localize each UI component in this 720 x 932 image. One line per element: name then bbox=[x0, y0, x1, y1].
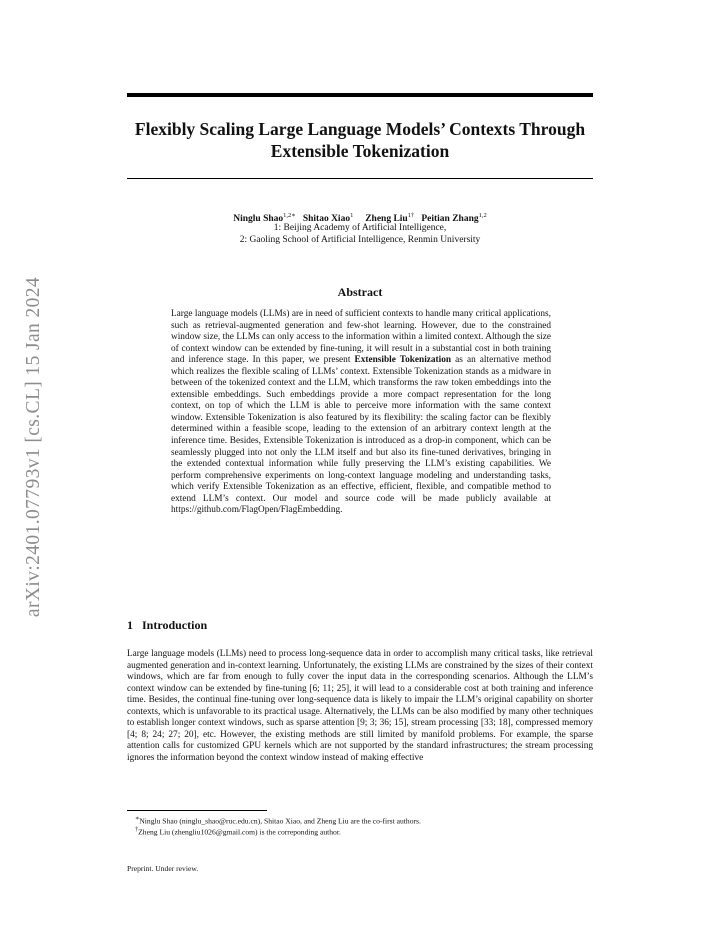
author-sup: 1,2∗ bbox=[283, 212, 296, 219]
introduction-body: Large language models (LLMs) need to process long-sequence data in order to accomplish many critical tasks, like retrieval augmented generation and in-context learning. Unfortunately, the existing LLMs are constrained by the sizes of their context windows, which are far from enough to fully cover the input data in the corresponding scenarios. Although the LLM’s context window can be extended by fine-tuning [6; 11; 25], it will lead to a considerable cost at both training and inference time. Besides, the continual fine-tuning over long-sequence data is likely to impair the LLM’s original capability on shorter contexts, which is unfavorable to its practical usage. Alternatively, the LLMs can be also modified by many other techniques to establish longer context windows, such as sparse attention [9; 3; 36; 15], stream processing [33; 18], compressed memory [4; 8; 24; 27; 20], etc. However, the existing methods are still limited by manifold problems. For example, the sparse attention calls for customized GPU kernels which are not supported by the standard infrastructures; the stream processing ignores the information beyond the context window instead of making effective bbox=[127, 649, 593, 763]
author-sup: 1† bbox=[407, 212, 415, 219]
footnote-mark: ∗ bbox=[135, 815, 140, 822]
paper-title: Flexibly Scaling Large Language Models’ Contexts Through Extensible Tokenization bbox=[134, 119, 586, 161]
affiliation-2: 2: Gaoling School of Artificial Intelligence, Renmin University bbox=[239, 235, 481, 245]
abstract-method-name: Extensible Tokenization bbox=[354, 355, 452, 366]
footnote-text: Zheng Liu (zhengliu1026@gmail.com) is the correponding author. bbox=[138, 827, 341, 837]
arxiv-sidebar-stamp bbox=[20, 258, 48, 636]
author-name: Peitian Zhang bbox=[421, 214, 479, 225]
abstract-body bbox=[171, 309, 551, 517]
section-heading-introduction: 1 Introduction bbox=[127, 618, 208, 632]
author-sup: 1 bbox=[350, 212, 354, 219]
title-bottom-rule bbox=[127, 178, 593, 179]
preprint-note: Preprint. Under review. bbox=[127, 864, 199, 873]
abstract-text-before: Large language models (LLMs) are in need of sufficient contexts to handle many critical applications, such as retrieval-augmented generation and few-shot learning. However, due to the constrained window size, the LLMs can only access to the information within a limited context. Although the size of context window can be extended by fine-tuning, it will result in a substantial cost in both training and inference stage. In this paper, we present bbox=[171, 309, 551, 366]
affiliation-1: 1: Beijing Academy of Artificial Intelligence, bbox=[273, 223, 447, 233]
arxiv-id: arXiv:2401.07793v1 [cs.CL] 15 Jan 2024 bbox=[23, 276, 44, 618]
footnote-mark: † bbox=[135, 826, 139, 833]
footnote-2 bbox=[127, 825, 601, 838]
title-top-rule bbox=[127, 93, 593, 97]
footnote-text: Ninglu Shao (ninglu_shao@ruc.edu.cn), Shitao Xiao, and Zheng Liu are the co-first authors. bbox=[139, 816, 421, 826]
author-sup: 1,2 bbox=[478, 212, 487, 219]
footnote-rule bbox=[127, 810, 267, 811]
abstract-heading: Abstract bbox=[337, 285, 383, 299]
author-name: Ninglu Shao bbox=[233, 214, 284, 225]
author-name: Zheng Liu bbox=[365, 214, 408, 225]
author-name: Shitao Xiao bbox=[302, 214, 351, 225]
abstract-text-after: as an alternative method which realizes the flexible scaling of LLMs’ context. Extensible Tokenization stands as a midware in between of the tokenized context and the LLM, which transforms the raw token embeddings into the extensible embeddings. Such embeddings provide a more compact representation for the long context, on top of which the LLM is able to perceive more information with the same context window. Extensible Tokenization is also featured by its flexibility: the scaling factor can be flexibly determined within a feasible scope, leading to the extension of an arbitrary context length at the inference time. Besides, Extensible Tokenization is introduced as a drop-in component, which can be seamlessly plugged into not only the LLM itself and but also its fine-tuned derivatives, bringing in the extended contextual information while fully preserving the LLM’s existing capabilities. We perform comprehensive experiments on long-context language modeling and understanding tasks, which verify Extensible Tokenization as an effective, efficient, flexible, and compatible method to extend LLM’s context. Our model and source code will be made publicly available at https://github.com/FlagOpen/FlagEmbedding. bbox=[171, 355, 551, 516]
